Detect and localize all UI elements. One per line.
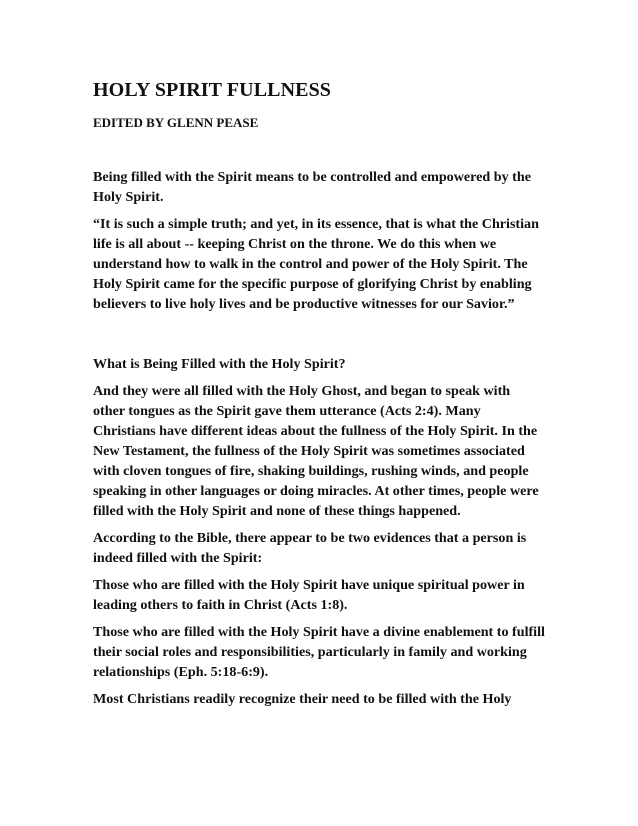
document-author-line: EDITED BY GLENN PEASE: [93, 115, 259, 130]
section-heading: What is Being Filled with the Holy Spirit?: [93, 356, 346, 372]
paragraph-evidence-two: Those who are filled with the Holy Spirit have a divine enablement to fulfill their social roles and responsibilities, particularly in family and working relationships (Eph. 5:18-6:9).: [93, 624, 545, 680]
paragraph-evidence-one: Those who are filled with the Holy Spirit have unique spiritual power in leading others to faith in Christ (Acts 1:8).: [93, 577, 525, 613]
paragraph-acts: And they were all filled with the Holy Ghost, and began to speak with other tongues as the Spirit gave them utterance (Acts 2:4). Many Christians have different ideas about the fullness of the Holy Spirit. In the New Testament, the fullness of the Holy Spirit was sometimes associated with cloven tongues of fire, shaking buildings, rushing winds, and people speaking in other languages or doing miracles. At other times, people were filled with the Holy Spirit and none of these things happened.: [93, 383, 539, 519]
paragraph-quote: “It is such a simple truth; and yet, in its essence, that is what the Christian life is all about -- keeping Christ on the throne. We do this when we understand how to walk in the control and power of the Holy Spirit. The Holy Spirit came for the specific purpose of glorifying Christ by enabling believers to live holy lives and be productive witnesses for our Savior.”: [93, 216, 539, 312]
paragraph-closing: Most Christians readily recognize their need to be filled with the Holy: [93, 691, 512, 707]
paragraph-evidences: According to the Bible, there appear to be two evidences that a person is indeed filled with the Spirit:: [93, 530, 527, 566]
document-body: [93, 76, 545, 716]
document-title: HOLY SPIRIT FULLNESS: [93, 79, 332, 101]
paragraph-intro: Being filled with the Spirit means to be controlled and empowered by the Holy Spirit.: [93, 169, 531, 205]
